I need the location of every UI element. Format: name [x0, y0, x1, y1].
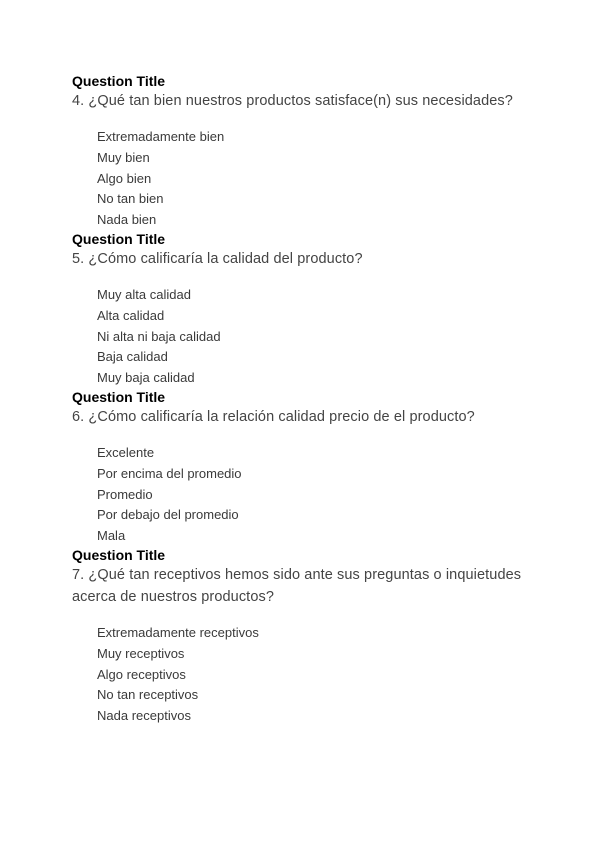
answer-option: Alta calidad [97, 307, 165, 323]
question-title-label: Question Title [72, 230, 166, 247]
answer-option: Ni alta ni baja calidad [97, 328, 221, 344]
question-title-label: Question Title [72, 73, 166, 89]
question-text: 7. ¿Qué tan receptivos hemos sido ante sus preguntas o inquietudes acerca de nuestros productos? [72, 566, 522, 605]
question-text: 5. ¿Cómo calificaría la calidad del producto? [72, 250, 363, 267]
answer-option: Muy bien [97, 149, 150, 165]
question-title-label: Question Title [72, 388, 166, 405]
answer-option: Promedio [97, 486, 153, 502]
question-5 [72, 231, 540, 389]
answer-options [97, 285, 540, 389]
answer-option: Algo bien [97, 170, 152, 186]
question-title-label: Question Title [72, 546, 166, 563]
answer-option: Excelente [97, 444, 155, 460]
answer-option: Por debajo del promedio [97, 507, 239, 523]
answer-option: Nada bien [97, 212, 157, 228]
answer-options [97, 443, 540, 547]
answer-option: Algo receptivos [97, 666, 186, 682]
answer-option: Muy alta calidad [97, 286, 191, 302]
answer-option: Por encima del promedio [97, 465, 242, 481]
answer-option: No tan receptivos [97, 687, 199, 703]
answer-option: Muy receptivos [97, 645, 185, 661]
answer-option: Mala [97, 528, 126, 544]
answer-options [97, 127, 540, 231]
answer-option: Extremadamente bien [97, 129, 225, 144]
question-text: 6. ¿Cómo calificaría la relación calidad precio de el producto? [72, 408, 475, 425]
question-text: 4. ¿Qué tan bien nuestros productos satisface(n) sus necesidades? [72, 93, 513, 109]
answer-options [97, 623, 540, 727]
question-7 [72, 547, 540, 727]
question-4 [72, 73, 540, 231]
answer-option: Nada receptivos [97, 708, 191, 724]
answer-option: Baja calidad [97, 349, 168, 365]
answer-option: Muy baja calidad [97, 370, 195, 386]
question-6 [72, 389, 540, 547]
answer-option: No tan bien [97, 191, 164, 207]
answer-option: Extremadamente receptivos [97, 624, 259, 640]
